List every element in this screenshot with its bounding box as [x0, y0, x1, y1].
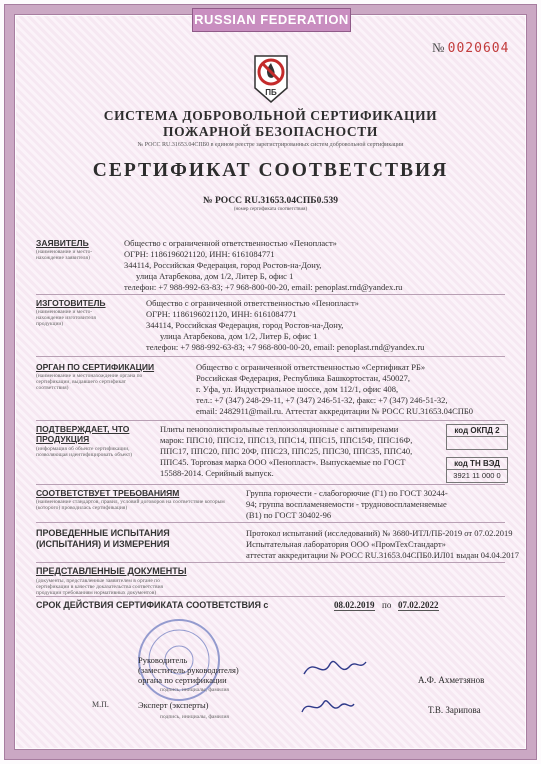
product-note: (информация об объекте сертификации, позволяющая идентифицировать объект) — [36, 446, 133, 458]
manufacturer-line: телефон: +7 988-992-63-83; +7 968-800-00-20, email: penoplast.rnd@yandex.ru — [146, 342, 425, 352]
serial-value: 0020604 — [447, 41, 510, 56]
product-line: Плиты пенополистирольные теплоизоляционные с антипиренами — [160, 424, 399, 434]
okpd-code-box — [446, 424, 508, 450]
divider — [36, 522, 505, 523]
requirements-line: Группа горючести - слабогорючие (Г1) по ГОСТ 30244- — [246, 488, 448, 498]
applicant-note: (наименование и место-нахождение заявителя) — [36, 249, 93, 261]
applicant-line: телефон: +7 988-992-63-83; +7 968-800-00-20, email: penoplast.rnd@yandex.ru — [124, 282, 403, 292]
applicant-line: Общество с ограниченной ответственностью «Пенопласт» — [124, 238, 337, 248]
applicant-line: улица Атарбекова, дом 1/2, Литер Б, офис 1 — [136, 271, 294, 281]
applicant-line: ОГРН: 1186196021120, ИНН: 6161084771 — [124, 249, 275, 259]
cert-body-label: ОРГАН ПО СЕРТИФИКАЦИИ — [36, 362, 155, 372]
requirements-line: (В1) по ГОСТ 30402-96 — [246, 510, 332, 520]
tnved-code-box — [446, 457, 508, 483]
documents-label: ПРЕДСТАВЛЕННЫЕ ДОКУМЕНТЫ — [36, 566, 187, 576]
manufacturer-note: (наименование и место-нахождение изготовителя продукции) — [36, 309, 96, 327]
applicant-line: 344114, Российская Федерация, город Ростов-на-Дону, — [124, 260, 322, 270]
product-line: ППС17, ППС20, ППС 20Ф, ППС23, ППС25, ППС30, ППС35, ППС40, — [160, 446, 413, 456]
applicant-label: ЗАЯВИТЕЛЬ — [36, 238, 89, 248]
divider — [36, 294, 505, 295]
system-title-line1: СИСТЕМА ДОБРОВОЛЬНОЙ СЕРТИФИКАЦИИ — [103, 108, 438, 123]
manufacturer-line: Общество с ограниченной ответственностью «Пенопласт» — [146, 298, 359, 308]
product-line: ППС45. Торговая марка ООО «Пенопласт». Выпускаемые по ГОСТ — [160, 457, 406, 467]
tests-label-2: (ИСПЫТАНИЯ) И ИЗМЕРЕНИЯ — [36, 539, 170, 549]
expert-title: Эксперт (эксперты) — [138, 700, 209, 710]
certificate-number-note: (номер сертификата соответствия) — [233, 207, 308, 212]
cert-body-line: Российская Федерация, Республика Башкортостан, 450027, — [196, 373, 410, 383]
tnved-value: 3921 11 000 0 — [453, 471, 501, 480]
manufacturer-line: 344114, Российская Федерация, город Ростов-на-Дону, — [146, 320, 344, 330]
product-label: ПРОДУКЦИЯ — [36, 434, 90, 444]
head-title-3: органа по сертификации — [138, 675, 227, 685]
validity-from: 08.02.2019 — [334, 600, 375, 610]
requirements-line: 94; группа воспламеняемости - трудновоспламеняемые — [246, 499, 447, 509]
certificate-title: СЕРТИФИКАТ СООТВЕТСТВИЯ — [92, 160, 449, 181]
logo-text: ПБ — [265, 88, 277, 97]
manufacturer-line: ОГРН: 1186196021120, ИНН: 6161084771 — [146, 309, 297, 319]
documents-note: (документы, представленные заявителем в органе по сертификации в качестве доказательства соответствия продукции требованиям нормативных документов) — [36, 578, 164, 596]
divider — [36, 562, 505, 563]
validity-to-word: по — [382, 600, 392, 610]
validity-to: 07.02.2022 — [398, 600, 439, 610]
expert-signature — [298, 692, 358, 720]
tests-label: ПРОВЕДЕННЫЕ ИСПЫТАНИЯ — [36, 528, 170, 538]
okpd-label: код ОКПД 2 — [447, 425, 507, 437]
tests-line: Испытательная лаборатория ООО «ПромТехСтандарт» — [246, 539, 446, 549]
manufacturer-label: ИЗГОТОВИТЕЛЬ — [36, 298, 106, 308]
product-line: 15588-2014. Серийный выпуск. — [160, 468, 274, 478]
divider — [36, 596, 505, 597]
head-title-2: (заместитель руководителя) — [138, 665, 239, 675]
head-signature — [300, 652, 370, 682]
cert-body-line: Общество с ограниченной ответственностью «Сертификат РБ» — [196, 362, 426, 372]
system-title-line2: ПОЖАРНОЙ БЕЗОПАСНОСТИ — [163, 124, 378, 139]
expert-name: Т.В. Зарипова — [428, 705, 481, 715]
serial-prefix: № — [432, 40, 445, 55]
tests-line: аттестат аккредитации № РОСС RU.31653.04СПБ0.ИЛ01 выдан 04.04.2017 — [246, 550, 520, 560]
stamp-mark: М.П. — [92, 700, 109, 709]
divider — [36, 420, 505, 421]
cert-body-note: (наименование и местонахождение органа по сертификации, выдавшего сертификат соответствия) — [36, 373, 143, 391]
confirms-label: ПОДТВЕРЖДАЕТ, ЧТО — [36, 424, 130, 434]
country-band: RUSSIAN FEDERATION — [192, 8, 351, 32]
product-line: марок: ППС10, ППС12, ППС13, ППС14, ППС15, ППС15Ф, ППС16Ф, — [160, 435, 413, 445]
tnved-label: код ТН ВЭД — [447, 458, 507, 470]
validity-label: СРОК ДЕЙСТВИЯ СЕРТИФИКАТА СООТВЕТСТВИЯ с — [36, 600, 269, 610]
sign-note: подпись, инициалы, фамилия — [160, 687, 229, 693]
manufacturer-line: улица Атарбекова, дом 1/2, Литер Б, офис 1 — [160, 331, 318, 341]
head-title: Руководитель — [138, 655, 188, 665]
divider — [36, 484, 505, 485]
tests-line: Протокол испытаний (исследований) № 3680-ИТЛ/ПБ-2019 от 07.02.2019 — [246, 528, 513, 538]
divider — [36, 356, 505, 357]
requirements-label: СООТВЕТСТВУЕТ ТРЕБОВАНИЯМ — [36, 488, 180, 498]
serial-number — [432, 40, 509, 56]
head-name: А.Ф. Ахметзянов — [418, 675, 485, 685]
cert-body-line: г. Уфа, ул. Индустриальное шоссе, дом 112/1, офис 408, — [196, 384, 399, 394]
cert-body-line: тел.: +7 (347) 248-29-11, +7 (347) 246-51-32, факс: +7 (347) 246-51-32, — [196, 395, 448, 405]
requirements-note: (наименование стандартов, правил, условий договоров на соответствие которым (которого) проводилась сертификация) — [36, 499, 225, 511]
sign-note-expert: подпись, инициалы, фамилия — [160, 714, 229, 720]
cert-body-line: email: 2482911@mail.ru. Аттестат аккредитации № РОСС RU.31653.04СПБ0 — [196, 406, 474, 416]
certificate-number: № РОСС RU.31653.04СПБ0.539 — [203, 196, 338, 206]
registry-note: № РОСС RU.31653.04СПБ0 в едином реестре зарегистрированных систем добровольной сертификации — [137, 142, 404, 148]
